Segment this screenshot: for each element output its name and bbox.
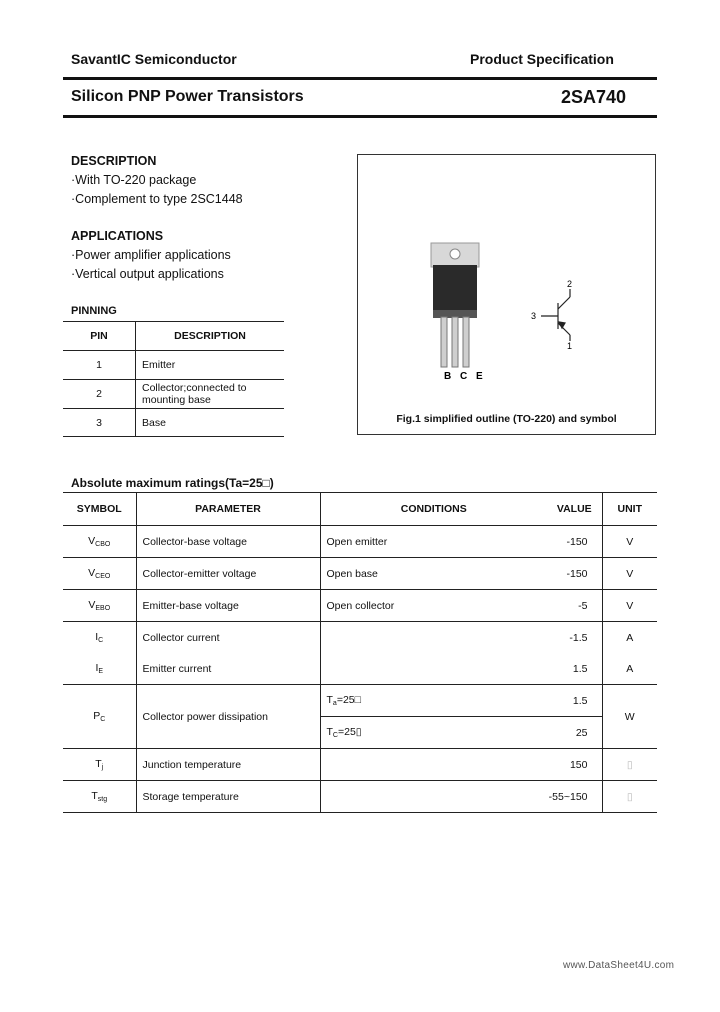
value-col-header: VALUE bbox=[547, 493, 602, 526]
mounting-hole bbox=[450, 249, 460, 259]
pin-desc-col-header: DESCRIPTION bbox=[136, 322, 285, 351]
package-body bbox=[433, 265, 477, 310]
package-figure bbox=[357, 154, 656, 435]
unit-cell: V bbox=[602, 526, 657, 558]
pin-desc-line: mounting base bbox=[142, 394, 211, 406]
pin-description: Emitter bbox=[136, 351, 285, 380]
value-cell: 150 bbox=[569, 758, 588, 771]
symbol-cell: $I_E$ bbox=[95, 662, 104, 675]
table-row bbox=[63, 590, 657, 622]
symbol-cell: $V_{CEO}$ bbox=[88, 567, 111, 580]
header-rule-bottom bbox=[63, 115, 657, 118]
pin-description bbox=[136, 380, 285, 409]
table-row bbox=[63, 558, 657, 590]
conditions-col-header: CONDITIONS bbox=[320, 493, 547, 526]
value-cell: -55~150 bbox=[548, 790, 588, 803]
table-row bbox=[63, 526, 657, 558]
company-name: SavantIC Semiconductor bbox=[71, 51, 237, 67]
lead-base bbox=[441, 317, 447, 367]
watermark: www.DataSheet4U.com bbox=[563, 960, 675, 971]
unit-cell: A bbox=[602, 622, 657, 654]
conditions-cell bbox=[320, 653, 547, 685]
symbol-col-header: SYMBOL bbox=[63, 493, 136, 526]
description-item: ·Complement to type 2SC1448 bbox=[71, 192, 243, 206]
value-cell: 1.5 bbox=[572, 662, 588, 675]
symbol-cell: $T_{stg}$ bbox=[91, 790, 108, 803]
lead-emitter bbox=[463, 317, 469, 367]
header-rule-top bbox=[63, 77, 657, 80]
parameter-cell: Collector-base voltage bbox=[136, 526, 320, 558]
conditions-cell bbox=[320, 749, 547, 781]
table-row bbox=[63, 685, 657, 717]
pin-number: 1 bbox=[63, 351, 136, 380]
lead-labels: B C E bbox=[444, 371, 486, 382]
value-cell: 1.5 bbox=[547, 685, 602, 717]
doc-type: Product Specification bbox=[470, 51, 614, 67]
unit-cell: V bbox=[602, 558, 657, 590]
pnp-transistor-symbol bbox=[541, 289, 570, 341]
parameter-cell: Junction temperature bbox=[136, 749, 320, 781]
parameter-cell: Collector current bbox=[136, 622, 320, 654]
pin-col-header: PIN bbox=[63, 322, 136, 351]
conditions-cell bbox=[320, 622, 547, 654]
part-number: 2SA740 bbox=[561, 87, 627, 107]
to220-package-image bbox=[358, 155, 655, 405]
unit-cell: ▯ bbox=[602, 749, 657, 781]
symbol-pin-1: 1 bbox=[567, 341, 573, 351]
conditions-cell: $T_C=25▯$ bbox=[320, 717, 547, 749]
table-row bbox=[63, 781, 657, 813]
symbol-cell: $T_j$ bbox=[95, 758, 104, 771]
symbol-pin-2: 2 bbox=[567, 279, 573, 289]
application-item: ·Power amplifier applications bbox=[71, 248, 231, 262]
symbol-cell: $V_{CBO}$ bbox=[88, 535, 111, 548]
conditions-cell bbox=[320, 781, 547, 813]
unit-cell: V bbox=[602, 590, 657, 622]
parameter-cell: Storage temperature bbox=[136, 781, 320, 813]
symbol-pin-3: 3 bbox=[531, 311, 537, 321]
application-item: ·Vertical output applications bbox=[71, 267, 224, 281]
applications-heading: APPLICATIONS bbox=[71, 229, 164, 243]
table-row bbox=[63, 351, 284, 380]
lead-collector bbox=[452, 317, 458, 367]
description-item: ·With TO-220 package bbox=[71, 173, 197, 187]
table-row bbox=[63, 622, 657, 654]
pin-number: 2 bbox=[63, 380, 136, 409]
parameter-cell: Emitter current bbox=[136, 653, 320, 685]
parameter-col-header: PARAMETER bbox=[136, 493, 320, 526]
table-row bbox=[63, 380, 284, 409]
conditions-cell: Open collector bbox=[320, 590, 547, 622]
pin-number: 3 bbox=[63, 409, 136, 437]
pin-description: Base bbox=[136, 409, 285, 437]
conditions-cell: $T_a=25□$ bbox=[320, 685, 547, 717]
conditions-cell: Open emitter bbox=[320, 526, 547, 558]
table-row bbox=[63, 409, 284, 437]
unit-cell: W bbox=[602, 685, 657, 749]
product-title: Silicon PNP Power Transistors bbox=[71, 88, 304, 105]
value-cell: -150 bbox=[566, 535, 588, 548]
ratings-heading: Absolute maximum ratings(Ta=25□) bbox=[71, 476, 274, 490]
figure-caption: Fig.1 simplified outline (TO-220) and symbol bbox=[396, 413, 617, 425]
value-cell: 25 bbox=[547, 717, 602, 749]
symbol-cell: $V_{EBO}$ bbox=[88, 599, 111, 612]
value-cell: -150 bbox=[566, 567, 588, 580]
symbol-cell: $I_C$ bbox=[95, 631, 104, 644]
unit-col-header: UNIT bbox=[602, 493, 657, 526]
unit-cell: ▯ bbox=[602, 781, 657, 813]
parameter-cell: Emitter-base voltage bbox=[136, 590, 320, 622]
table-row bbox=[63, 653, 657, 685]
table-row bbox=[63, 749, 657, 781]
conditions-cell: Open base bbox=[320, 558, 547, 590]
parameter-cell: Collector power dissipation bbox=[136, 685, 320, 749]
parameter-cell: Collector-emitter voltage bbox=[136, 558, 320, 590]
symbol-cell: $P_C$ bbox=[63, 685, 136, 749]
value-cell: -5 bbox=[578, 599, 588, 612]
description-heading: DESCRIPTION bbox=[71, 154, 157, 168]
unit-cell: A bbox=[602, 653, 657, 685]
pinning-table bbox=[63, 321, 284, 437]
ratings-table bbox=[63, 492, 657, 813]
ratings-header-row bbox=[63, 493, 657, 526]
pin-desc-line: Collector;connected to bbox=[142, 382, 247, 394]
value-cell: -1.5 bbox=[569, 631, 588, 644]
pinning-heading: PINNING bbox=[71, 305, 117, 317]
